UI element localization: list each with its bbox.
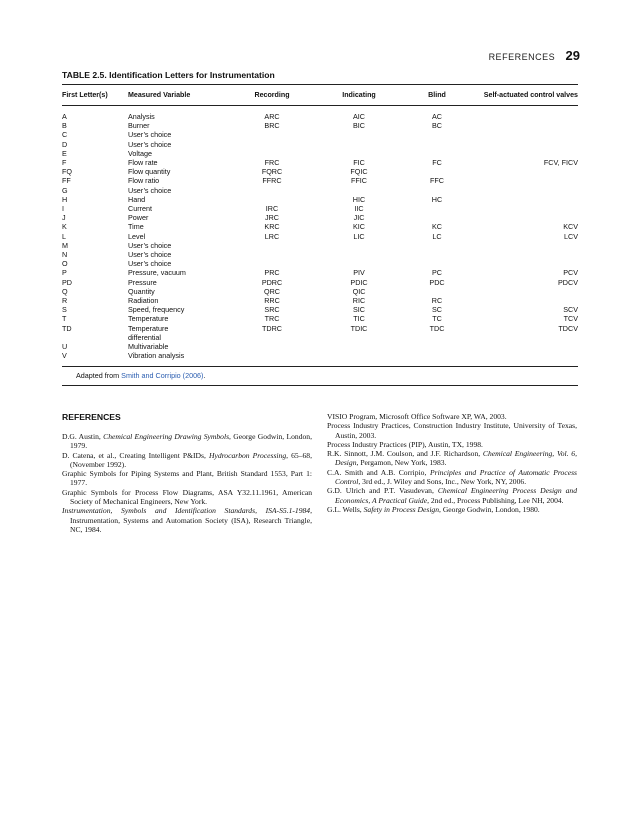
reference-entry [62,488,312,507]
cell-self-actuated [472,149,578,158]
cell-blind [402,130,472,139]
cell-recording: SRC [264,305,280,315]
cell-indicating [316,351,402,360]
cell-first-letter: P [62,268,67,278]
cell-self-actuated: TCV [563,314,578,324]
cell-indicating: QIC [352,286,366,296]
table-note-rule [62,385,578,386]
cell-measured-variable: Power [128,213,149,223]
reference-entry [62,451,312,470]
cell-recording [228,342,316,351]
cell-indicating: PIV [353,268,365,278]
table-block [62,84,578,386]
reference-text: Safety in Process Design [363,504,440,514]
cell-self-actuated [472,112,578,121]
cell-self-actuated [472,250,578,259]
cell-blind: TC [432,314,442,324]
cell-self-actuated: TDCV [558,323,578,333]
table-row [62,342,578,351]
cell-first-letter: N [62,250,68,260]
running-head [489,47,580,65]
table-row [62,250,578,259]
cell-first-letter: G [62,185,68,195]
reference-entry [62,432,312,451]
cell-first-letter: TD [62,323,72,333]
cell-recording: FRC [264,158,280,168]
cell-first-letter: FF [62,176,71,186]
reference-text: Process Industry Practices (PIP), Austin, TX, 1998. [327,439,483,449]
table-header-row [62,85,578,105]
table-row [62,232,578,241]
cell-measured-variable: Speed, frequency [128,305,185,315]
table-row [62,195,578,204]
cell-measured-variable: User’s choice [128,130,172,140]
cell-blind: BC [432,121,442,131]
cell-recording: KRC [264,222,280,232]
cell-indicating: FQIC [350,167,368,177]
cell-indicating: IIC [354,204,364,214]
cell-indicating [316,342,402,351]
header-recording: Recording [254,91,290,99]
cell-indicating: BIC [353,121,365,131]
cell-indicating: LIC [353,231,365,241]
cell-recording: LRC [264,231,280,241]
cell-blind: KC [432,222,442,232]
cell-blind [402,204,472,213]
cell-recording: JRC [265,213,279,223]
cell-self-actuated [472,351,578,360]
cell-measured-variable: Radiation [128,296,159,306]
table-row [62,222,578,231]
cell-recording: ARC [264,112,280,121]
cell-first-letter: I [62,204,64,214]
cell-recording: IRC [265,204,279,214]
cell-blind: AC [432,112,442,121]
cell-indicating: PDIC [350,277,368,287]
cell-self-actuated [472,130,578,139]
references-left-column [62,412,312,534]
identification-table [62,85,578,360]
cell-recording: PRC [264,268,280,278]
cell-first-letter: D [62,139,68,149]
cell-first-letter: V [62,351,67,361]
cell-recording [228,259,316,268]
table-row [62,167,578,176]
cell-indicating [316,241,402,250]
table-row [62,176,578,185]
cell-first-letter: K [62,222,67,232]
reference-text: C.A. Smith and A.B. Corripio, [327,467,430,477]
cell-blind [402,342,472,351]
header-blind: Blind [428,91,446,99]
cell-self-actuated: PDCV [558,277,578,287]
cell-self-actuated [472,342,578,351]
cell-blind [402,351,472,360]
cell-measured-variable: User’s choice [128,259,172,269]
cell-blind: LC [432,231,442,241]
cell-self-actuated: SCV [563,305,578,315]
cell-self-actuated: FCV, FICV [543,158,578,168]
cell-first-letter: L [62,231,66,241]
cell-blind: HC [431,194,443,204]
cell-measured-variable: Pressure [128,277,157,287]
cell-blind: PC [432,268,442,278]
cell-indicating [316,259,402,268]
cell-self-actuated: PCV [563,268,578,278]
cell-first-letter: U [62,342,68,352]
table-row [62,296,578,305]
table-row [62,351,578,360]
cell-first-letter: C [62,130,68,140]
cell-recording: BRC [264,121,280,131]
cell-indicating: JIC [353,213,365,223]
reference-text: G.D. Ulrich and P.T. Vasudevan, [327,486,438,496]
table-row [62,186,578,195]
cell-blind [402,287,472,296]
reference-entry [327,449,577,468]
cell-blind: TDC [429,323,445,333]
cell-self-actuated [472,213,578,222]
reference-text: , George Godwin, London, 1980. [439,504,540,514]
reference-entry [327,468,577,487]
cell-measured-variable: Pressure, vacuum [128,268,186,278]
cell-measured-variable: Voltage [128,148,152,158]
cell-self-actuated [472,176,578,185]
cell-blind [402,333,472,342]
cell-measured-variable: Quantity [128,286,155,296]
cell-self-actuated [472,333,578,342]
table-row [62,278,578,287]
table-row [62,213,578,222]
reference-text: , Pergamon, New York, 1983. [356,458,447,468]
cell-measured-variable: Time [128,222,144,232]
table-row [62,149,578,158]
cell-recording [228,241,316,250]
cell-self-actuated [472,259,578,268]
cell-first-letter: Q [62,286,68,296]
reference-text: D.G. Austin, [62,432,104,441]
cell-recording: QRC [264,286,280,296]
reference-text: Graphic Symbols for Process Flow Diagrams, ASA Y32.11.1961, American Society of Mechanical Engineers, New York. [62,487,312,507]
cell-self-actuated [472,241,578,250]
cell-blind [402,259,472,268]
cell-first-letter: F [62,158,67,168]
reference-text: G.L. Wells, [327,504,364,514]
cell-self-actuated [472,287,578,296]
cell-first-letter: S [62,305,67,315]
table-row [62,333,578,342]
cell-self-actuated [472,204,578,213]
cell-blind: PDC [429,277,445,287]
reference-text: , George Godwin, London, 1979. [70,432,312,451]
cell-indicating: SIC [353,305,365,315]
cell-recording: PDRC [261,277,283,287]
cell-blind [402,167,472,176]
cell-recording: FFRC [262,176,282,186]
table-row [62,158,578,167]
cell-blind [402,186,472,195]
table-bottom-rule [62,366,578,367]
cell-measured-variable: Current [128,204,152,214]
cell-self-actuated [472,296,578,305]
cell-first-letter: A [62,112,67,121]
cell-indicating: TDIC [350,323,368,333]
cell-blind [402,213,472,222]
cell-indicating: TIC [353,314,365,324]
table-row [62,324,578,333]
table-row [62,241,578,250]
table-row [62,287,578,296]
cell-recording: RRC [264,296,280,306]
table-source-note [76,371,578,380]
cell-measured-variable: Hand [128,194,146,204]
reference-entry [327,421,577,440]
cell-first-letter: H [62,194,68,204]
cell-indicating [316,333,402,342]
cell-blind: FC [432,158,442,168]
cell-measured-variable: Burner [128,121,150,131]
cell-recording: FQRC [261,167,283,177]
page-number: 29 [565,48,580,63]
cell-first-letter: R [62,296,68,306]
header-self-actuated: Self-actuated control valves [483,91,578,99]
reference-text: , 65–68, (November 1992). [70,450,312,469]
cell-indicating [316,149,402,158]
reference-text: , Instrumentation, Systems and Automation Society (ISA), Research Triangle, NC, 1984. [70,506,312,534]
reference-entry [327,505,577,514]
table-row [62,130,578,139]
cell-self-actuated [472,140,578,149]
cell-indicating: FIC [353,158,365,168]
cell-first-letter: FQ [62,167,72,177]
cell-measured-variable: differential [128,332,162,342]
cell-measured-variable: Temperature [128,323,169,333]
reference-text: Instrumentation, Symbols and Identification Standards, ISA-S5.1-1984 [62,506,311,516]
header-measured-variable: Measured Variable [128,91,191,99]
cell-measured-variable: User’s choice [128,240,172,250]
table-note-citation-link[interactable]: Smith and Corripio (2006) [121,371,204,381]
table-title: TABLE 2.5. Identification Letters for Instrumentation [62,70,275,80]
table-note-prefix: Adapted from [76,371,122,381]
table-row [62,268,578,277]
cell-blind: RC [431,296,443,306]
cell-blind: SC [432,305,442,315]
cell-recording [228,140,316,149]
reference-text: Chemical Engineering Process Design and Economics, A Practical Guide [335,486,577,505]
cell-blind [402,140,472,149]
cell-recording [228,333,316,342]
table-row [62,204,578,213]
cell-self-actuated: LCV [564,231,578,241]
cell-measured-variable: Flow quantity [128,167,171,177]
cell-first-letter: E [62,148,67,158]
cell-measured-variable: Flow ratio [128,176,160,186]
table-row [62,259,578,268]
cell-measured-variable: Multivariable [128,342,169,352]
table-row [62,121,578,130]
cell-measured-variable: User’s choice [128,250,172,260]
reference-text: , 2nd ed., Process Publishing, Lee NH, 2004. [427,495,564,505]
reference-entry [327,412,577,421]
cell-indicating [316,186,402,195]
cell-recording [228,351,316,360]
cell-indicating: HIC [352,194,366,204]
table-row [62,314,578,323]
cell-recording [228,130,316,139]
table-note-suffix: . [203,371,206,381]
reference-text: Graphic Symbols for Piping Systems and Plant, British Standard 1553, Part 1: 1977. [62,469,312,488]
cell-first-letter: B [62,121,67,131]
cell-measured-variable: Temperature [128,314,169,324]
cell-recording [228,250,316,259]
reference-text: Principles and Practice of Automatic Process Control [335,467,577,487]
cell-measured-variable: User’s choice [128,139,172,149]
cell-first-letter: J [62,213,66,223]
cell-indicating [316,250,402,259]
reference-entry [327,486,577,505]
cell-recording [228,195,316,204]
cell-blind [402,241,472,250]
cell-recording: TDRC [262,323,282,333]
cell-indicating: FFIC [351,176,367,186]
cell-measured-variable: User’s choice [128,185,172,195]
cell-first-letter: PD [62,277,72,287]
running-head-label: REFERENCES [488,52,556,62]
reference-text: Hydrocarbon Processing [208,450,287,460]
cell-indicating [316,130,402,139]
references-heading: REFERENCES [62,412,121,422]
reference-text: D. Catena, et al., Creating Intelligent P&IDs, [62,450,209,460]
header-first-letters: First Letter(s) [62,91,108,99]
reference-text: R.K. Sinnott, J.M. Coulson, and J.F. Richardson, [327,449,483,459]
reference-entry [62,469,312,488]
cell-first-letter: M [62,240,68,250]
cell-blind [402,250,472,259]
reference-text: Process Industry Practices, Construction Industry Institute, University of Texas, Austin, 2003. [327,421,577,440]
reference-text: VISIO Program, Microsoft Office Software XP, WA, 2003. [327,412,507,421]
table-row [62,112,578,121]
cell-indicating: KIC [353,222,365,232]
cell-first-letter [62,333,128,342]
cell-self-actuated [472,186,578,195]
reference-entry [62,506,312,534]
reference-text: , 3rd ed., J. Wiley and Sons, Inc., New York, NY, 2006. [358,477,527,487]
reference-text: Chemical Engineering, Vol. 6, Design [335,449,577,468]
cell-indicating [316,140,402,149]
reference-entry [327,440,577,449]
cell-self-actuated [472,167,578,176]
cell-blind: FFC [430,176,444,186]
cell-self-actuated: KCV [563,222,578,232]
cell-indicating: RIC [352,296,366,306]
table-row [62,140,578,149]
cell-recording [228,186,316,195]
cell-measured-variable: Vibration analysis [128,351,185,361]
cell-measured-variable: Flow rate [128,158,158,168]
cell-recording: TRC [264,314,280,324]
cell-first-letter: O [62,259,68,269]
reference-text: Chemical Engineering Drawing Symbols [103,432,230,441]
cell-measured-variable: Level [128,231,146,241]
cell-measured-variable: Analysis [128,112,155,121]
cell-self-actuated [472,121,578,130]
cell-recording [228,149,316,158]
cell-self-actuated [472,195,578,204]
cell-first-letter: T [62,314,67,324]
header-indicating: Indicating [342,91,376,99]
cell-blind [402,149,472,158]
references-right-column [327,412,577,514]
table-row [62,305,578,314]
table-body [62,105,578,360]
cell-indicating: AIC [353,112,365,121]
